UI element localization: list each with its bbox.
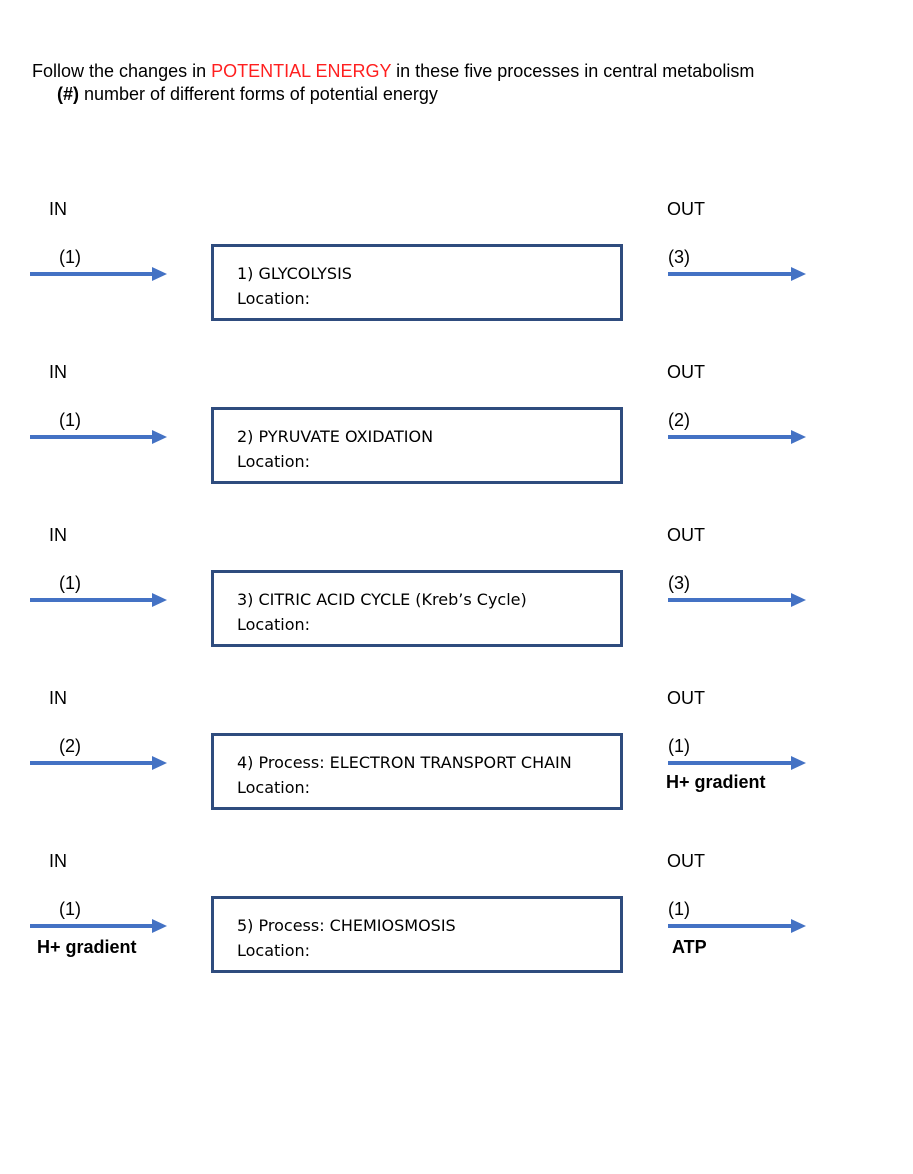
out-count: (3) [668, 573, 690, 593]
in-count: (1) [59, 573, 81, 593]
in-count: (1) [59, 899, 81, 919]
in-label: IN [49, 851, 67, 871]
output-label-h-gradient: H+ gradient [666, 772, 766, 792]
out-count: (1) [668, 736, 690, 756]
output-arrow-icon [668, 593, 806, 607]
out-label: OUT [667, 688, 705, 708]
process-title: 2) PYRUVATE OXIDATION [237, 427, 434, 446]
potential-energy-highlight: POTENTIAL ENERGY [211, 61, 392, 81]
input-arrow-icon [30, 430, 167, 444]
in-count: (1) [59, 247, 81, 267]
instructions-header [32, 60, 892, 106]
in-count: (2) [59, 736, 81, 756]
input-arrow-icon [30, 267, 167, 281]
process-title: 4) Process: ELECTRON TRANSPORT CHAIN [237, 753, 572, 772]
out-count: (2) [668, 410, 690, 430]
process-location-label: Location: [237, 778, 311, 797]
process-box [211, 244, 623, 321]
in-label: IN [49, 525, 67, 545]
process-row-pyruvate-oxidation [0, 362, 913, 512]
output-arrow-icon [668, 756, 806, 770]
count-explanation: number of different forms of potential energy [79, 84, 438, 104]
process-row-chemiosmosis [0, 851, 913, 1001]
input-arrow-icon [30, 756, 167, 770]
process-row-citric-acid-cycle [0, 525, 913, 675]
out-count: (1) [668, 899, 690, 919]
process-box [211, 733, 623, 810]
out-label: OUT [667, 851, 705, 871]
process-box [211, 896, 623, 973]
process-location-label: Location: [237, 452, 311, 471]
input-arrow-icon [30, 919, 167, 933]
out-label: OUT [667, 362, 705, 382]
input-arrow-icon [30, 593, 167, 607]
process-box [211, 570, 623, 647]
in-label: IN [49, 362, 67, 382]
instructions-text-suffix: in these five processes in central metabolism [391, 61, 755, 81]
output-arrow-icon [668, 267, 806, 281]
out-label: OUT [667, 199, 705, 219]
count-symbol: (#) [57, 84, 79, 104]
process-location-label: Location: [237, 615, 311, 634]
in-label: IN [49, 199, 67, 219]
in-count: (1) [59, 410, 81, 430]
instructions-text: Follow the changes in [32, 61, 212, 81]
out-label: OUT [667, 525, 705, 545]
process-row-glycolysis [0, 199, 913, 349]
process-location-label: Location: [237, 941, 311, 960]
process-row-electron-transport-chain [0, 688, 913, 838]
instructions-line-2 [32, 83, 892, 106]
output-arrow-icon [668, 430, 806, 444]
process-title: 5) Process: CHEMIOSMOSIS [237, 916, 456, 935]
process-title: 1) GLYCOLYSIS [237, 264, 352, 283]
output-label-atp: ATP [672, 937, 707, 957]
output-arrow-icon [668, 919, 806, 933]
process-title: 3) CITRIC ACID CYCLE (Kreb’s Cycle) [237, 590, 527, 609]
in-label: IN [49, 688, 67, 708]
process-box [211, 407, 623, 484]
input-label-h-gradient: H+ gradient [37, 937, 137, 957]
out-count: (3) [668, 247, 690, 267]
instructions-line-1 [32, 60, 892, 83]
process-location-label: Location: [237, 289, 311, 308]
